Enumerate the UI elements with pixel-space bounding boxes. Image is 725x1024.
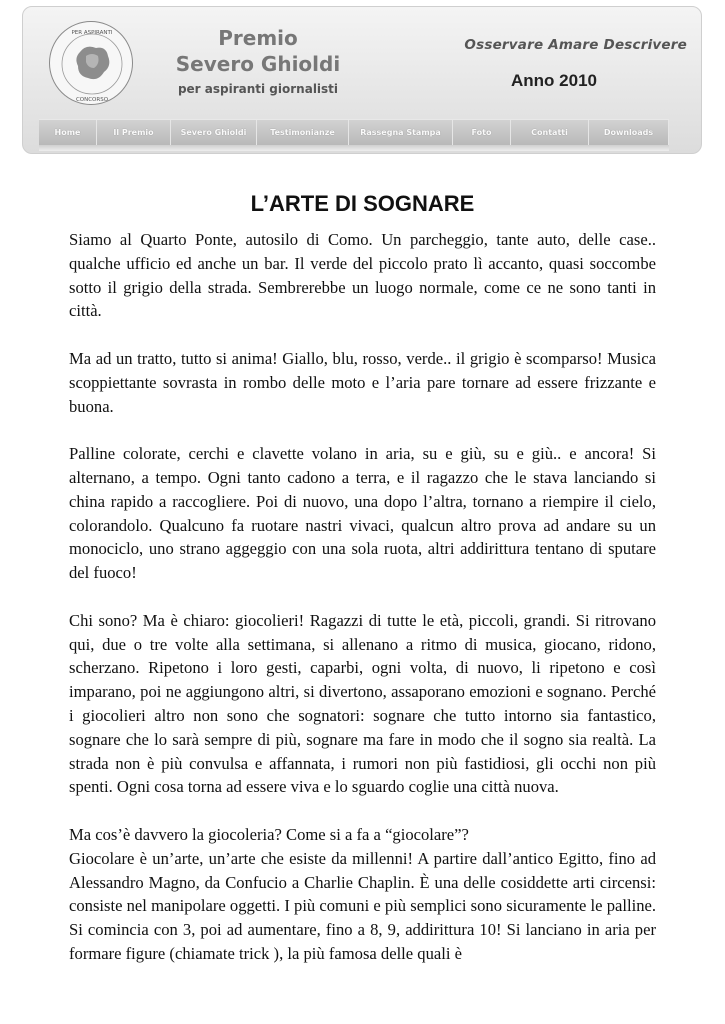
nav-rassegna-stampa[interactable]: Rassegna Stampa [349, 120, 453, 146]
banner-bottom-strip [39, 145, 669, 151]
brand-title-line1: Premio [218, 26, 298, 50]
article-body [69, 228, 656, 990]
contest-seal-logo [49, 21, 133, 105]
nav-downloads[interactable]: Downloads [589, 120, 669, 146]
site-header-banner [22, 6, 702, 154]
brand-title-line2: Severo Ghioldi [175, 52, 341, 76]
paragraph-6: Giocolare è un’arte, un’arte che esiste da millenni! A partire dall’antico Egitto, fino ad Alessandro Magno, da Confucio a Charlie Chaplin. È una delle cosiddette arti circensi: consiste nel manipolare oggetti. I più comuni e più semplici sono sicuramente le palline. Si comincia con 3, poi ad aumentare, fino a 8, 9, addirittura 10! Si lanciano in aria per formare figure (chiamate trick ), la più famosa delle quali è [69, 848, 656, 963]
nav-il-premio[interactable]: Il Premio [97, 120, 171, 146]
nav-foto[interactable]: Foto [453, 120, 511, 146]
article-title: L’ARTE DI SOGNARE [250, 190, 475, 216]
nav-contatti[interactable]: Contatti [511, 120, 589, 146]
tagline: Osservare Amare Descrivere [464, 37, 687, 53]
main-navigation [39, 119, 669, 147]
paragraph-2: Ma ad un tratto, tutto si anima! Giallo, blu, rosso, verde.. il grigio è scomparso! Musica scoppiettante sovrasta in rombo delle moto e l’aria pare tornare ad essere frizzante e buona. [69, 348, 656, 416]
svg-text:CONCORSO: CONCORSO [75, 97, 109, 103]
nav-severo-ghioldi[interactable]: Severo Ghioldi [171, 120, 257, 146]
edition-year: Anno 2010 [511, 71, 597, 90]
svg-text:PER ASPIRANTI: PER ASPIRANTI [71, 30, 113, 36]
brand-subtitle: per aspiranti giornalisti [177, 82, 339, 96]
paragraph-3: Palline colorate, cerchi e clavette volano in aria, su e giù, su e giù.. e ancora! Si alternano, a tempo. Ogni tanto cadono a terra, e il ragazzo che le stava lanciando si china rapido a raccogliere. Poi di nuovo, una dopo l’altra, tornano a riempire il cielo, colorandolo. Qualcuno fa ruotare nastri vivaci, qualcun altro prova ad andare su un monociclo, uno strano aggeggio con una sola ruota, altri addirittura tentano di sputare del fuoco! [69, 444, 656, 583]
brand-block [143, 25, 373, 99]
paragraph-5: Ma cos’è davvero la giocoleria? Come si a fa a “giocolare”? [69, 824, 469, 844]
paragraph-1: Siamo al Quarto Ponte, autosilo di Como. Un parcheggio, tante auto, delle case.. qualche ufficio ed anche un bar. Il verde del piccolo prato lì accanto, quasi soccombe sotto il grigio della strada. Sembrerebbe un luogo normale, come ce ne sono tanti in città. [69, 230, 656, 321]
nav-testimonianze[interactable]: Testimonianze [257, 120, 349, 146]
paragraph-4: Chi sono? Ma è chiaro: giocolieri! Ragazzi di tutte le età, piccoli, grandi. Si ritrovano qui, due o tre volte alla settimana, si allenano a ritmo di musica, giocano, ridono, scherzano. Ripetono i loro gesti, caparbi, ogni volta, di nuovo, li ripetono e così imparano, poi ne aggiungono altri, si divertono, assaporano emozioni e sognano. Perché i giocolieri altro non sono che sognatori: sognare che tutto intorno sia fantastico, sognare che lo sarà sempre di più, sognare ma fare in modo che il sogno sia realtà. La strada non è più convulsa e affannata, i rumori non più fastidiosi, gli occhi non più spenti. Ogni cosa torna ad essere viva e lo sguardo coglie una città nuova. [69, 610, 656, 797]
nav-home[interactable]: Home [39, 120, 97, 146]
